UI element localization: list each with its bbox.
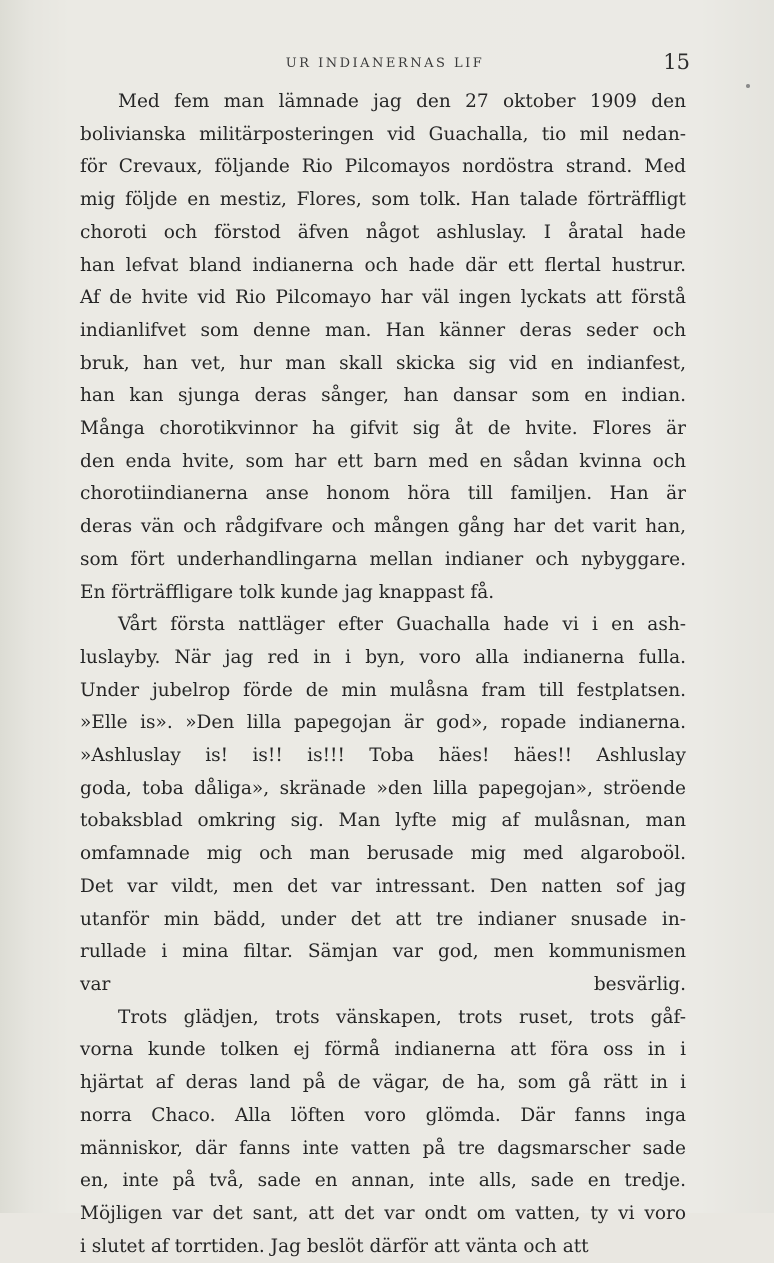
text-line: Under jubelrop förde de min mulåsna fram till festplatsen. — [80, 679, 686, 701]
text-line: indianlifvet som denne man. Han känner deras seder och — [80, 319, 686, 341]
text-line: han kan sjunga deras sånger, han dansar som en indian. — [80, 385, 686, 407]
text-line: bolivianska militärposteringen vid Guachalla, tio mil nedan- — [80, 123, 686, 145]
text-line: En förträffligare tolk kunde jag knappast få. — [80, 581, 495, 603]
text-line: Trots glädjen, trots vänskapen, trots ruset, trots gåf- — [118, 1006, 686, 1028]
text-line: luslayby. När jag red in i byn, voro alla indianerna fulla. — [80, 646, 686, 668]
text-line: Det var vildt, men det var intressant. Den natten sof jag — [80, 875, 686, 897]
text-line: Med fem man lämnade jag den 27 oktober 1909 den — [118, 91, 686, 112]
text-line: tobaksblad omkring sig. Man lyfte mig af mulåsnan, man — [80, 810, 686, 832]
text-line: »Elle is». »Den lilla papegojan är god», ropade indianerna. — [80, 712, 686, 734]
text-line: »Ashluslay is! is!! is!!! Toba häes! häes!! Ashluslay — [80, 745, 686, 767]
speck-mark — [746, 84, 750, 88]
text-line: bruk, han vet, hur man skall skicka sig vid en indianfest, — [80, 352, 686, 374]
text-line: för Crevaux, följande Rio Pilcomayos nordöstra strand. Med — [80, 156, 686, 178]
text-line: Vårt första nattläger efter Guachalla hade vi i en ash- — [118, 614, 686, 636]
text-line: i slutet af torrtiden. Jag beslöt därför att vänta och att — [80, 1235, 589, 1257]
text-line: deras vän och rådgifvare och mången gång har det varit han, — [80, 516, 686, 538]
text-line: som fört underhandlingarna mellan indianer och nybyggare. — [80, 548, 686, 570]
text-line: den enda hvite, som har ett barn med en sådan kvinna och — [80, 450, 686, 472]
text-line: människor, där fanns inte vatten på tre dagsmarscher sade — [80, 1137, 686, 1159]
text-line: omfamnade mig och man berusade mig med algaroboöl. — [80, 843, 686, 865]
text-line: var besvärlig. — [80, 973, 686, 995]
running-title: UR INDIANERNAS LIF — [285, 56, 485, 71]
text-line: en, inte på två, sade en annan, inte alls, sade en tredje. — [80, 1170, 686, 1192]
text-line: Många chorotikvinnor ha gifvit sig åt de hvite. Flores är — [80, 418, 686, 440]
page-number: 15 — [663, 50, 690, 74]
text-line: mig följde en mestiz, Flores, som tolk. Han talade förträffligt — [80, 189, 686, 211]
body-text — [80, 86, 686, 1263]
text-line: han lefvat bland indianerna och hade där ett flertal hustrur. — [80, 254, 686, 276]
page-header — [80, 50, 690, 74]
text-line: rullade i mina filtar. Sämjan var god, men kommunismen — [80, 941, 686, 963]
text-line: vorna kunde tolken ej förmå indianerna att föra oss in i — [80, 1039, 686, 1061]
text-line: Möjligen var det sant, att det var ondt om vatten, ty vi voro — [80, 1202, 686, 1224]
text-line: norra Chaco. Alla löften voro glömda. Där fanns inga — [80, 1104, 686, 1126]
text-line: goda, toba dåliga», skränade »den lilla papegojan», ströende — [80, 777, 686, 799]
text-line: chorotiindianerna anse honom höra till familjen. Han är — [80, 483, 686, 505]
text-line: utanför min bädd, under det att tre indianer snusade in- — [80, 908, 686, 930]
text-line: hjärtat af deras land på de vägar, de ha, som gå rätt in i — [80, 1072, 686, 1094]
text-line: choroti och förstod äfven något ashluslay. I åratal hade — [80, 221, 686, 243]
text-line: Af de hvite vid Rio Pilcomayo har väl ingen lyckats att förstå — [80, 287, 686, 309]
